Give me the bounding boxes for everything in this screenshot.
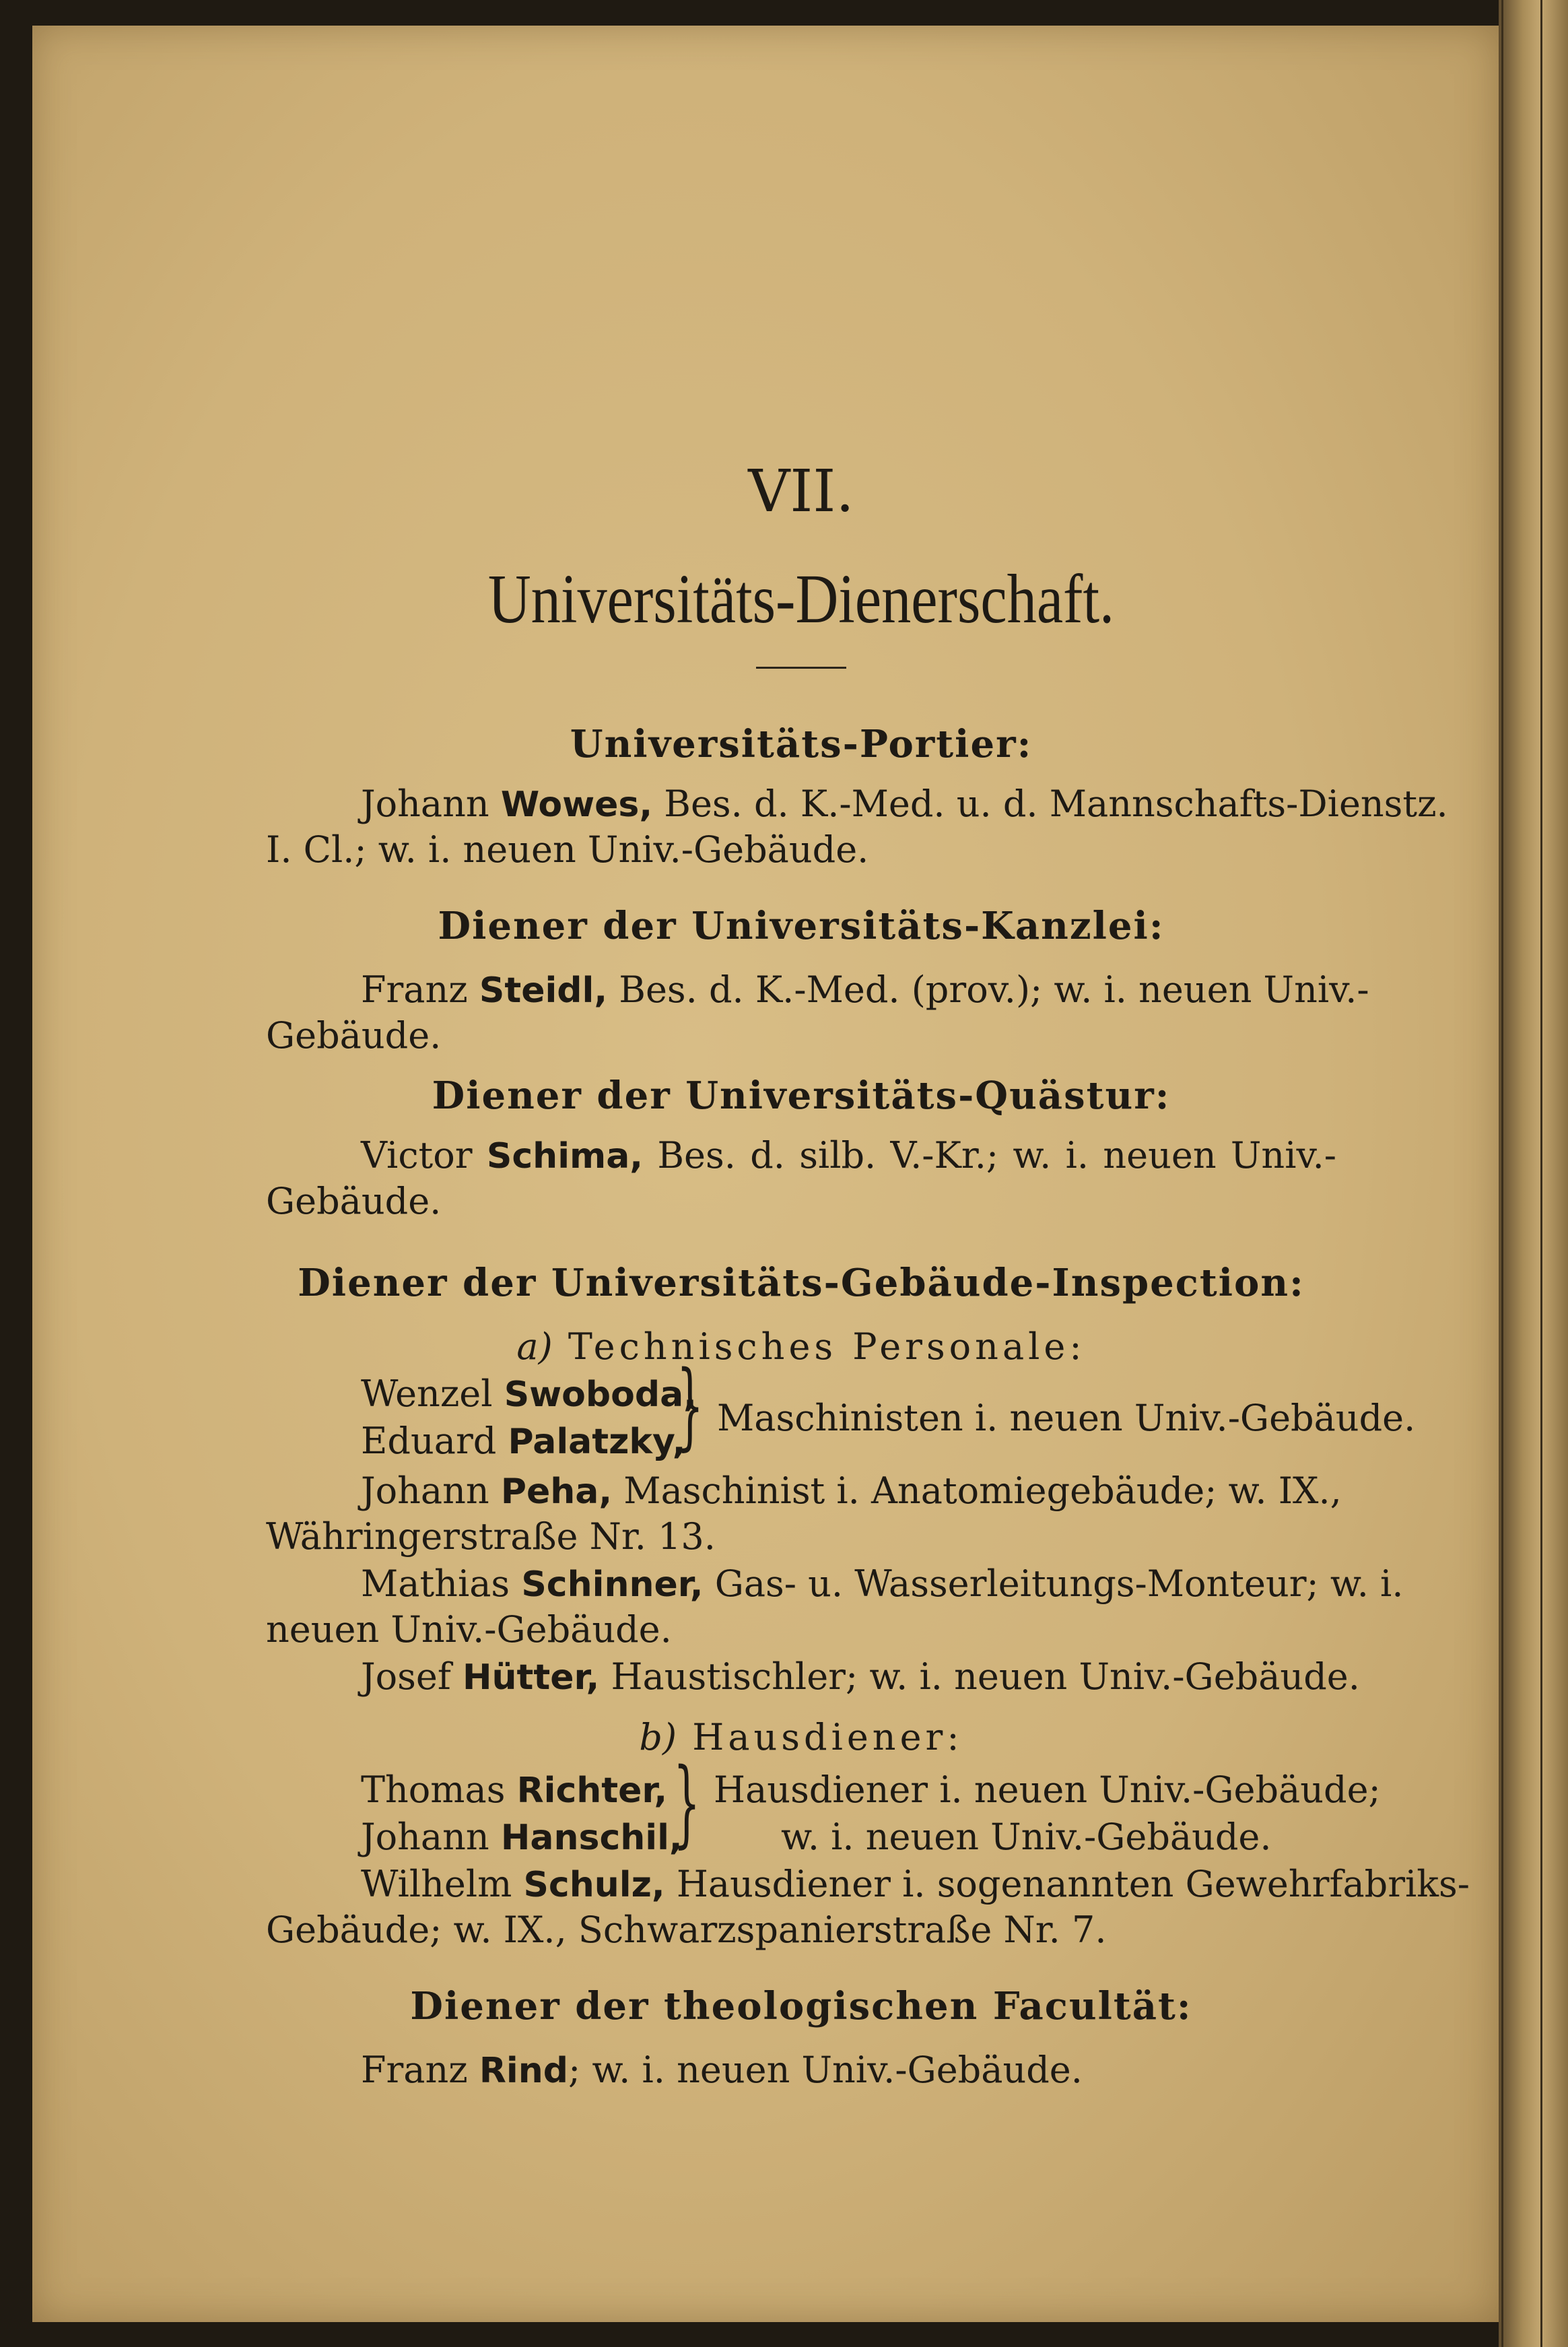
edge-line — [1501, 0, 1503, 2347]
entry-schinner: Mathias Schinner, Gas- u. Wasserleitungs-Monteur; w. i. — [361, 1562, 1404, 1605]
edge-line — [1540, 0, 1542, 2347]
entry-steidl: Franz Steidl, Bes. d. K.-Med. (prov.); w. i. neuen Univ.- — [361, 968, 1369, 1011]
page-edge — [1499, 0, 1568, 2347]
subsection-a: a) Technisches Personale: — [516, 1325, 1086, 1368]
section-heading-theology: Diener der theologischen Facultät: — [410, 1984, 1192, 2028]
entry-schima-cont: Gebäude. — [266, 1180, 442, 1222]
title-rule — [756, 667, 846, 669]
shared-role-maschinisten: Maschinisten i. neuen Univ.-Gebäude. — [717, 1397, 1416, 1439]
chapter-title: Universitäts-Dienerschaft. — [487, 560, 1115, 638]
person-name: Rind — [479, 2051, 568, 2091]
section-heading-kanzlei: Diener der Universitäts-Kanzlei: — [438, 904, 1165, 948]
entry-schima: Victor Schima, Bes. d. silb. V.-Kr.; w. i. neuen Univ.- — [361, 1134, 1336, 1177]
shared-role-hausdiener-address: w. i. neuen Univ.-Gebäude. — [781, 1816, 1272, 1858]
person-name: Hanschil, — [500, 1818, 683, 1858]
entry-schulz: Wilhelm Schulz, Hausdiener i. sogenannten Gewehrfabriks- — [361, 1863, 1470, 1905]
chapter-number: VII. — [748, 458, 854, 525]
entry-palatzky: Eduard Palatzky, — [361, 1420, 686, 1462]
entry-wowes: Johann Wowes, Bes. d. K.-Med. u. d. Mannschafts-Dienstz. — [361, 783, 1448, 825]
person-name: Peha, — [500, 1472, 613, 1512]
entry-peha: Johann Peha, Maschinist i. Anatomiegebäude; w. IX., — [361, 1469, 1342, 1512]
brace-glyph: } — [677, 1351, 704, 1461]
entry-swoboda: Wenzel Swoboda, — [361, 1373, 697, 1415]
subsection-b: b) Hausdiener: — [639, 1716, 963, 1758]
section-heading-portier: Universitäts-Portier: — [570, 722, 1033, 766]
shared-role-hausdiener: Hausdiener i. neuen Univ.-Gebäude; — [714, 1768, 1381, 1811]
entry-steidl-cont: Gebäude. — [266, 1014, 442, 1057]
person-name: Palatzky, — [508, 1422, 686, 1462]
person-name: Schima, — [486, 1136, 644, 1177]
brace-glyph: } — [673, 1748, 701, 1858]
entry-rind: Franz Rind; w. i. neuen Univ.-Gebäude. — [361, 2049, 1083, 2091]
entry-schinner-cont: neuen Univ.-Gebäude. — [266, 1608, 672, 1651]
section-heading-inspection: Diener der Universitäts-Gebäude-Inspection: — [298, 1261, 1305, 1305]
entry-richter: Thomas Richter, — [361, 1768, 668, 1811]
entry-peha-cont: Währingerstraße Nr. 13. — [266, 1515, 716, 1558]
person-name: Schulz, — [523, 1865, 665, 1905]
entry-hanschil: Johann Hanschil, — [361, 1816, 683, 1858]
entry-wowes-cont: I. Cl.; w. i. neuen Univ.-Gebäude. — [266, 828, 869, 871]
person-name: Steidl, — [479, 970, 608, 1011]
entry-schulz-cont: Gebäude; w. IX., Schwarzspanierstraße Nr. 7. — [266, 1909, 1107, 1951]
person-name: Hütter, — [463, 1657, 600, 1698]
person-name: Richter, — [516, 1771, 668, 1811]
person-name: Schinner, — [521, 1564, 704, 1605]
person-name: Swoboda, — [504, 1375, 697, 1415]
person-name: Wowes, — [500, 785, 653, 825]
entry-huetter: Josef Hütter, Haustischler; w. i. neuen Univ.-Gebäude. — [361, 1655, 1360, 1698]
section-heading-quaestur: Diener der Universitäts-Quästur: — [432, 1073, 1171, 1118]
